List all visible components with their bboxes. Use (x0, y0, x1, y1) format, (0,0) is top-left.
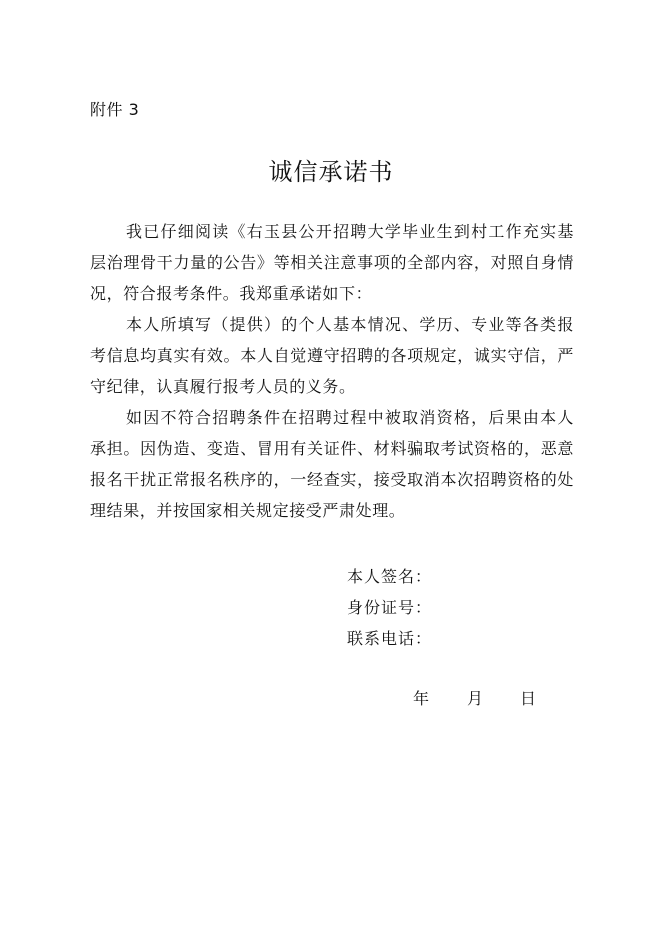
document-title: 诚信承诺书 (268, 158, 394, 186)
document-body (90, 216, 574, 526)
signature-block (347, 561, 432, 654)
signature-phone-label: 联系电话： (347, 629, 433, 648)
date-year-label: 年 (413, 689, 430, 708)
signature-id-label: 身份证号： (347, 598, 433, 617)
paragraph-commitment: 本人所填写（提供）的个人基本情况、学历、专业等各类报考信息均真实有效。本人自觉遵守招聘的各项规定，诚实守信，严守纪律，认真履行报考人员的义务。 (90, 315, 574, 396)
signature-name-label: 本人签名： (347, 567, 433, 586)
paragraph-consequences: 如因不符合招聘条件在招聘过程中被取消资格，后果由本人承担。因伪造、变造、冒用有关证件、材料骗取考试资格的，恶意报名干扰正常报名秩序的，一经查实，接受取消本次招聘资格的处理结果，并按国家相关规定接受严肃处理。 (90, 408, 574, 520)
date-month-label: 月 (467, 689, 484, 708)
attachment-label: 附件 3 (90, 100, 140, 119)
date-day-label: 日 (520, 689, 537, 708)
paragraph-intro: 我已仔细阅读《右玉县公开招聘大学毕业生到村工作充实基层治理骨干力量的公告》等相关注意事项的全部内容，对照自身情况，符合报考条件。我郑重承诺如下： (90, 222, 574, 303)
